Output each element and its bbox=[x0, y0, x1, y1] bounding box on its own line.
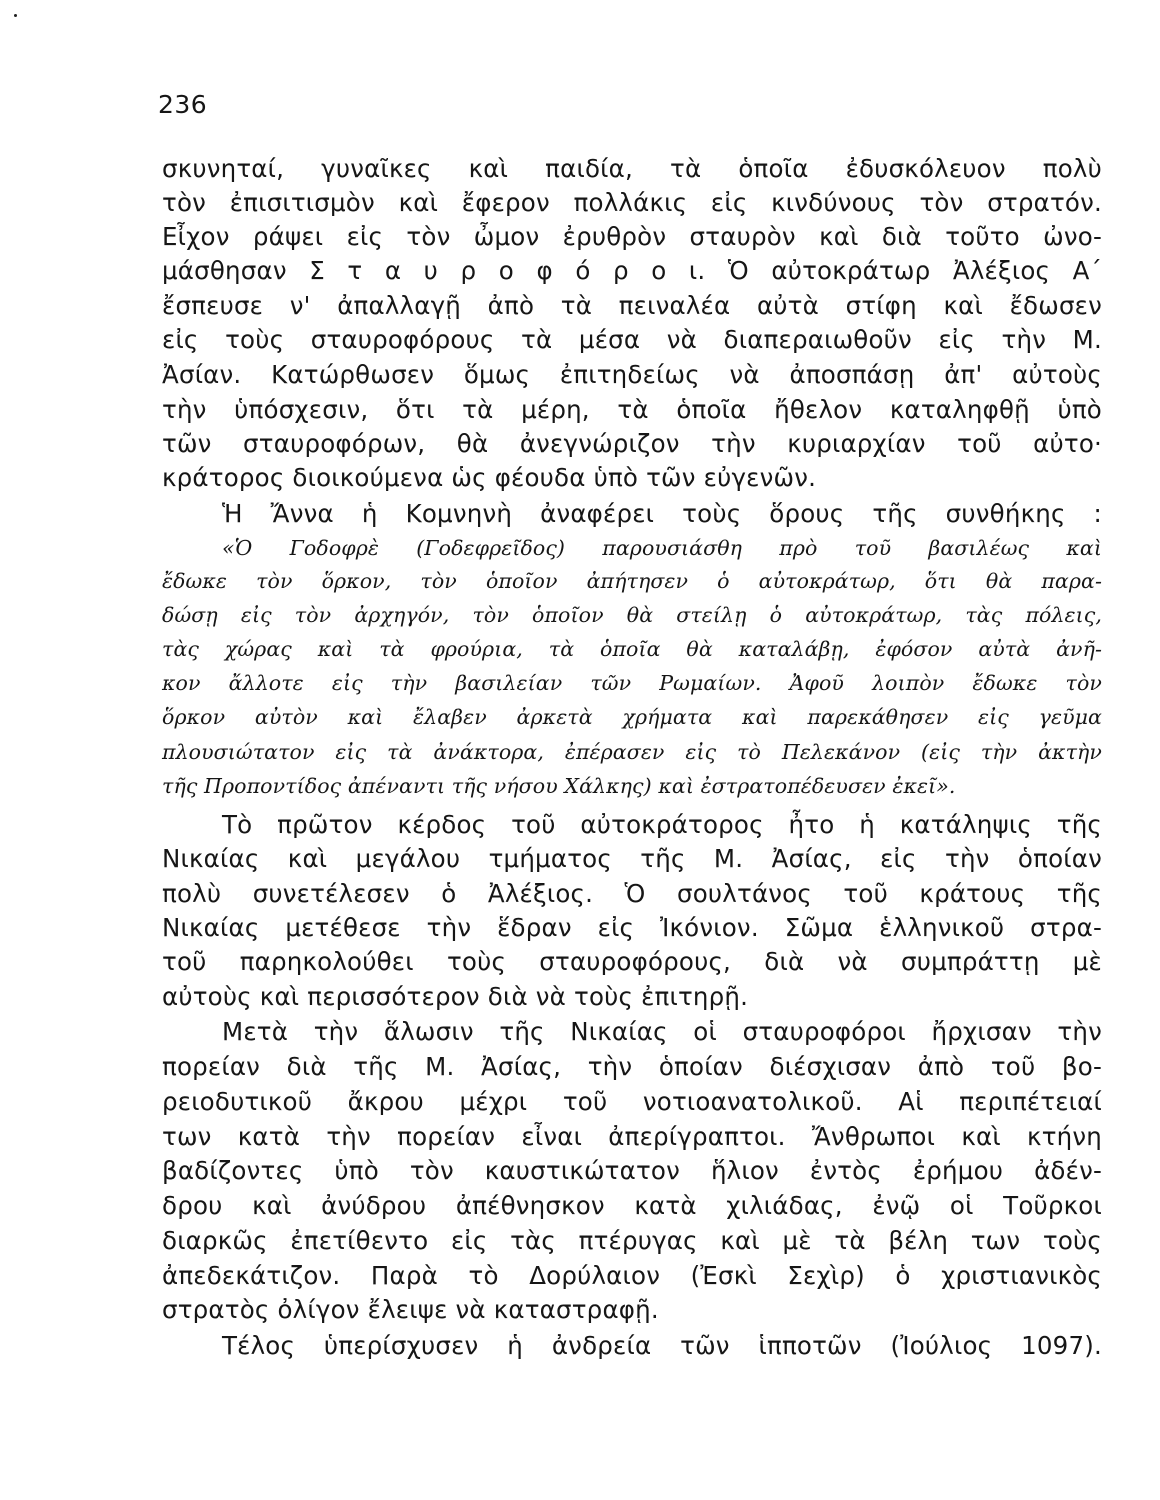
text-line: Εἶχον ράψει εἰς τὸν ὦμον ἐρυθρὸν σταυρὸν καὶ διὰ τοῦτο ὠνο- bbox=[162, 222, 1102, 251]
text-line: Τὸ πρῶτον κέρδος τοῦ αὐτοκράτορος ἦτο ἡ κατάληψις τῆς bbox=[222, 810, 1102, 839]
quote-line: πλουσιώτατον εἰς τὰ ἀνάκτορα, ἐπέρασεν εἰς τὸ Πελεκάνον (εἰς τὴν ἀκτὴν bbox=[162, 740, 1102, 764]
text-line: Τέλος ὑπερίσχυσεν ἡ ἀνδρεία τῶν ἱπποτῶν (Ἰούλιος 1097). bbox=[222, 1331, 1102, 1360]
text-line: πορείαν διὰ τῆς Μ. Ἀσίας, τὴν ὁποίαν διέσχισαν ἀπὸ τοῦ βο- bbox=[162, 1052, 1102, 1081]
quote-line: «Ὁ Γοδοφρὲ (Γοδεφρεῖδος) παρουσιάσθη πρὸ τοῦ βασιλέως καὶ bbox=[222, 536, 1102, 560]
text-line: εἰς τοὺς σταυροφόρους τὰ μέσα νὰ διαπεραιωθοῦν εἰς τὴν Μ. bbox=[162, 325, 1102, 354]
quote-line: τὰς χώρας καὶ τὰ φρούρια, τὰ ὁποῖα θὰ καταλάβῃ, ἐφόσον αὐτὰ ἀνῆ- bbox=[162, 637, 1102, 661]
text-line: Ἡ Ἄννα ἡ Κομνηνὴ ἀναφέρει τοὺς ὅρους τῆς συνθήκης : bbox=[222, 499, 1102, 528]
text-line: Νικαίας καὶ μεγάλου τμήματος τῆς Μ. Ἀσίας, εἰς τὴν ὁποίαν bbox=[162, 844, 1102, 873]
text-line: ρειοδυτικοῦ ἄκρου μέχρι τοῦ νοτιοανατολικοῦ. Αἱ περιπέτειαί bbox=[162, 1087, 1102, 1116]
quote-line: κον ἄλλοτε εἰς τὴν βασιλείαν τῶν Ρωμαίων. Ἀφοῦ λοιπὸν ἔδωκε τὸν bbox=[162, 671, 1102, 695]
text-line: αὐτοὺς καὶ περισσότερον διὰ νὰ τοὺς ἐπιτηρῇ. bbox=[162, 982, 749, 1011]
page-number: 236 bbox=[158, 90, 208, 119]
text-line: δρου καὶ ἀνύδρου ἀπέθνησκον κατὰ χιλιάδας, ἐνῷ οἱ Τοῦρκοι bbox=[162, 1191, 1102, 1220]
text-line: ἔσπευσε ν' ἀπαλλαγῇ ἀπὸ τὰ πειναλέα αὐτὰ στίφη καὶ ἔδωσεν bbox=[162, 291, 1102, 320]
text-line: βαδίζοντες ὑπὸ τὸν καυστικώτατον ἥλιον ἐντὸς ἐρήμου ἀδέν- bbox=[162, 1156, 1102, 1185]
text-line: κράτορος διοικούμενα ὡς φέουδα ὑπὸ τῶν εὐγενῶν. bbox=[162, 463, 817, 492]
text-line: σκυνηταί, γυναῖκες καὶ παιδία, τὰ ὁποῖα ἐδυσκόλευον πολὺ bbox=[162, 154, 1102, 183]
text-line: ἀπεδεκάτιζον. Παρὰ τὸ Δορύλαιον (Ἐσκὶ Σεχὶρ) ὁ χριστιανικὸς bbox=[162, 1261, 1102, 1290]
quote-line: τῆς Προποντίδος ἀπέναντι τῆς νήσου Χάλκης) καὶ ἐστρατοπέδευσεν ἐκεῖ». bbox=[162, 774, 956, 798]
scan-speck bbox=[14, 14, 17, 17]
text-line: τῶν σταυροφόρων, θὰ ἀνεγνώριζον τὴν κυριαρχίαν τοῦ αὐτο· bbox=[162, 429, 1102, 458]
text-line: Ἀσίαν. Κατώρθωσεν ὅμως ἐπιτηδείως νὰ ἀποσπάσῃ ἀπ' αὐτοὺς bbox=[162, 360, 1102, 389]
quote-line: δώσῃ εἰς τὸν ἀρχηγόν, τὸν ὁποῖον θὰ στείλῃ ὁ αὐτοκράτωρ, τὰς πόλεις, bbox=[162, 603, 1102, 627]
text-line: τὸν ἐπισιτισμὸν καὶ ἔφερον πολλάκις εἰς κινδύνους τὸν στρατόν. bbox=[162, 188, 1102, 217]
text-line: Μετὰ τὴν ἅλωσιν τῆς Νικαίας οἱ σταυροφόροι ἤρχισαν τὴν bbox=[222, 1017, 1102, 1046]
text-line: τὴν ὑπόσχεσιν, ὅτι τὰ μέρη, τὰ ὁποῖα ἤθελον καταληφθῇ ὑπὸ bbox=[162, 395, 1102, 424]
text-line: Νικαίας μετέθεσε τὴν ἕδραν εἰς Ἰκόνιον. Σῶμα ἑλληνικοῦ στρα- bbox=[162, 913, 1102, 942]
text-line: τοῦ παρηκολούθει τοὺς σταυροφόρους, διὰ νὰ συμπράττῃ μὲ bbox=[162, 947, 1102, 976]
text-line: πολὺ συνετέλεσεν ὁ Ἀλέξιος. Ὁ σουλτάνος τοῦ κράτους τῆς bbox=[162, 879, 1102, 908]
quote-line: ἔδωκε τὸν ὅρκον, τὸν ὁποῖον ἀπήτησεν ὁ αὐτοκράτωρ, ὅτι θὰ παρα- bbox=[162, 569, 1102, 593]
text-line: των κατὰ τὴν πορείαν εἶναι ἀπερίγραπτοι. Ἄνθρωποι καὶ κτήνη bbox=[162, 1122, 1102, 1151]
text-line: στρατὸς ὀλίγον ἔλειψε νὰ καταστραφῇ. bbox=[162, 1295, 659, 1324]
text-line: μάσθησαν Σ τ α υ ρ ο φ ό ρ ο ι. Ὁ αὐτοκράτωρ Ἀλέξιος Α΄ bbox=[162, 256, 1102, 285]
quote-line: ὅρκον αὐτὸν καὶ ἔλαβεν ἀρκετὰ χρήματα καὶ παρεκάθησεν εἰς γεῦμα bbox=[162, 705, 1102, 729]
text-line: διαρκῶς ἐπετίθεντο εἰς τὰς πτέρυγας καὶ μὲ τὰ βέλη των τοὺς bbox=[162, 1226, 1102, 1255]
